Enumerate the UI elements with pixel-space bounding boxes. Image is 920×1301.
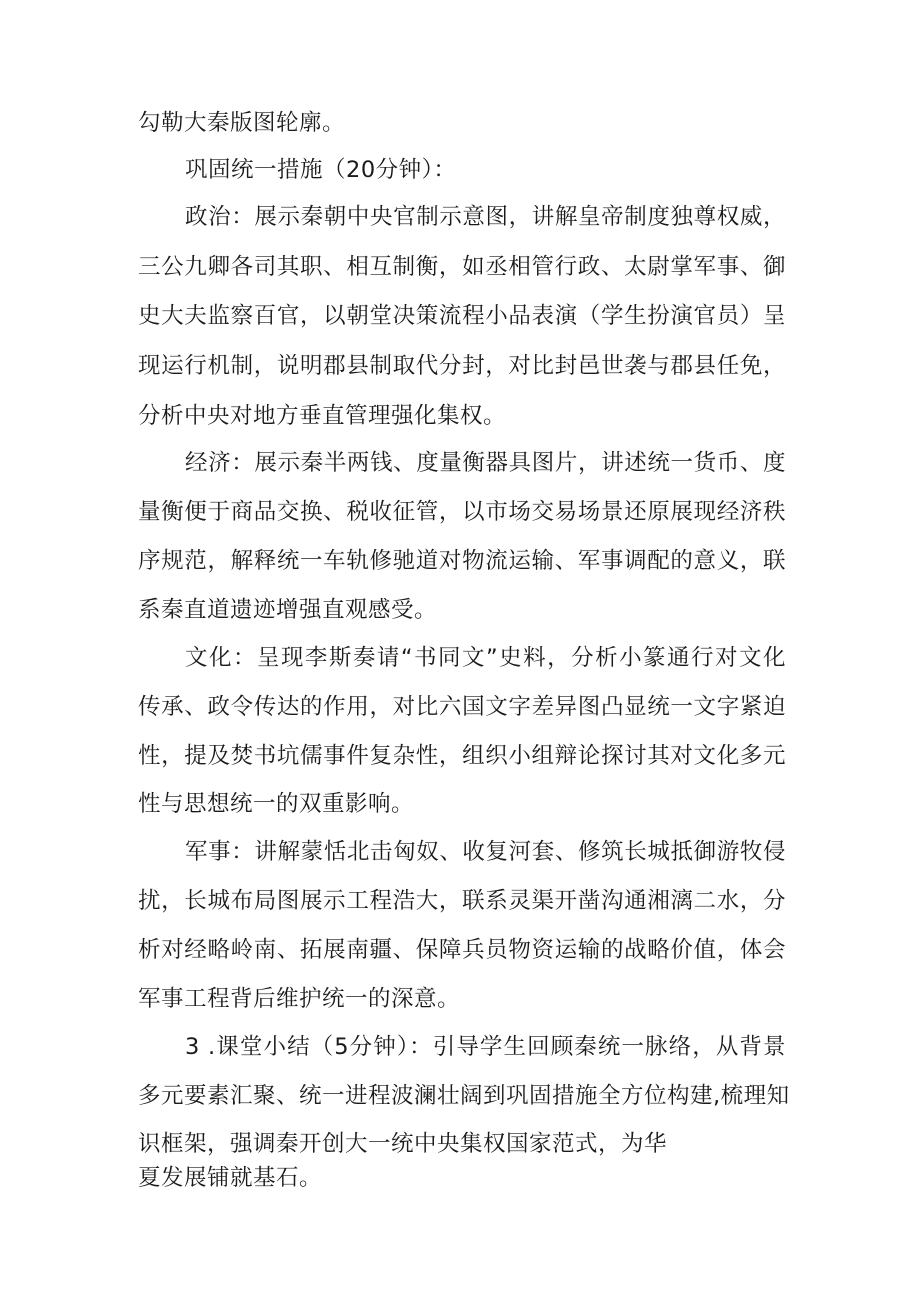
paragraph-military-line: 军事：讲解蒙恬北击匈奴、收复河套、修筑长城抵御游牧侵 [185,839,786,865]
paragraph-culture-line: 性，提及焚书坑儒事件复杂性，组织小组辩论探讨其对文化多元 [138,743,786,769]
paragraph-economy-line: 序规范，解释统一车轨修驰道对物流运输、军事调配的意义，联 [138,548,786,574]
paragraph-politics-line: 现运行机制，说明郡县制取代分封，对比封邑世袭与郡县任免， [138,353,786,379]
paragraph-culture-line: 性与思想统一的双重影响。 [138,791,415,817]
paragraph-culture-line: 文化：呈现李斯奏请“书同文”史料，分析小篆通行对文化 [185,645,786,671]
paragraph-military-line: 军事工程背后维护统一的深意。 [138,986,461,1012]
paragraph-summary-line: 识框架，强调秦开创大一统中央集权国家范式，为华 [138,1131,668,1157]
paragraph-politics-line: 史大夫监察百官，以朝堂决策流程小品表演（学生扮演官员）呈 [138,303,786,329]
paragraph-economy-line: 系秦直道遗迹增强直观感受。 [138,597,438,623]
section-heading: 巩固统一措施（20分钟）： [185,157,457,183]
text-line: 勾勒大秦版图轮廓。 [138,110,346,136]
paragraph-summary-line: 夏发展铺就基石。 [138,1165,323,1191]
paragraph-politics-line: 政治：展示秦朝中央官制示意图，讲解皇帝制度独尊权威， [185,204,786,230]
paragraph-politics-line: 分析中央对地方垂直管理强化集权。 [138,403,507,429]
paragraph-politics-line: 三公九卿各司其职、相互制衡，如丞相管行政、太尉掌军事、御 [138,254,786,280]
paragraph-economy-line: 经济：展示秦半两钱、度量衡器具图片，讲述统一货币、度 [185,450,786,476]
paragraph-economy-line: 量衡便于商品交换、税收征管，以市场交易场景还原展现经济秩 [138,499,786,525]
paragraph-culture-line: 传承、政令传达的作用，对比六国文字差异图凸显统一文字紧迫 [138,694,786,720]
paragraph-military-line: 扰，长城布局图展示工程浩大，联系灵渠开凿沟通湘漓二水，分 [138,888,786,914]
paragraph-military-line: 析对经略岭南、拓展南疆、保障兵员物资运输的战略价值，体会 [138,937,786,963]
paragraph-summary-line: 多元要素汇聚、统一进程波澜壮阔到巩固措施全方位构建,梳理知 [138,1083,790,1109]
paragraph-summary-line: 3 .课堂小结（5分钟）：引导学生回顾秦统一脉络，从背景 [185,1034,786,1060]
